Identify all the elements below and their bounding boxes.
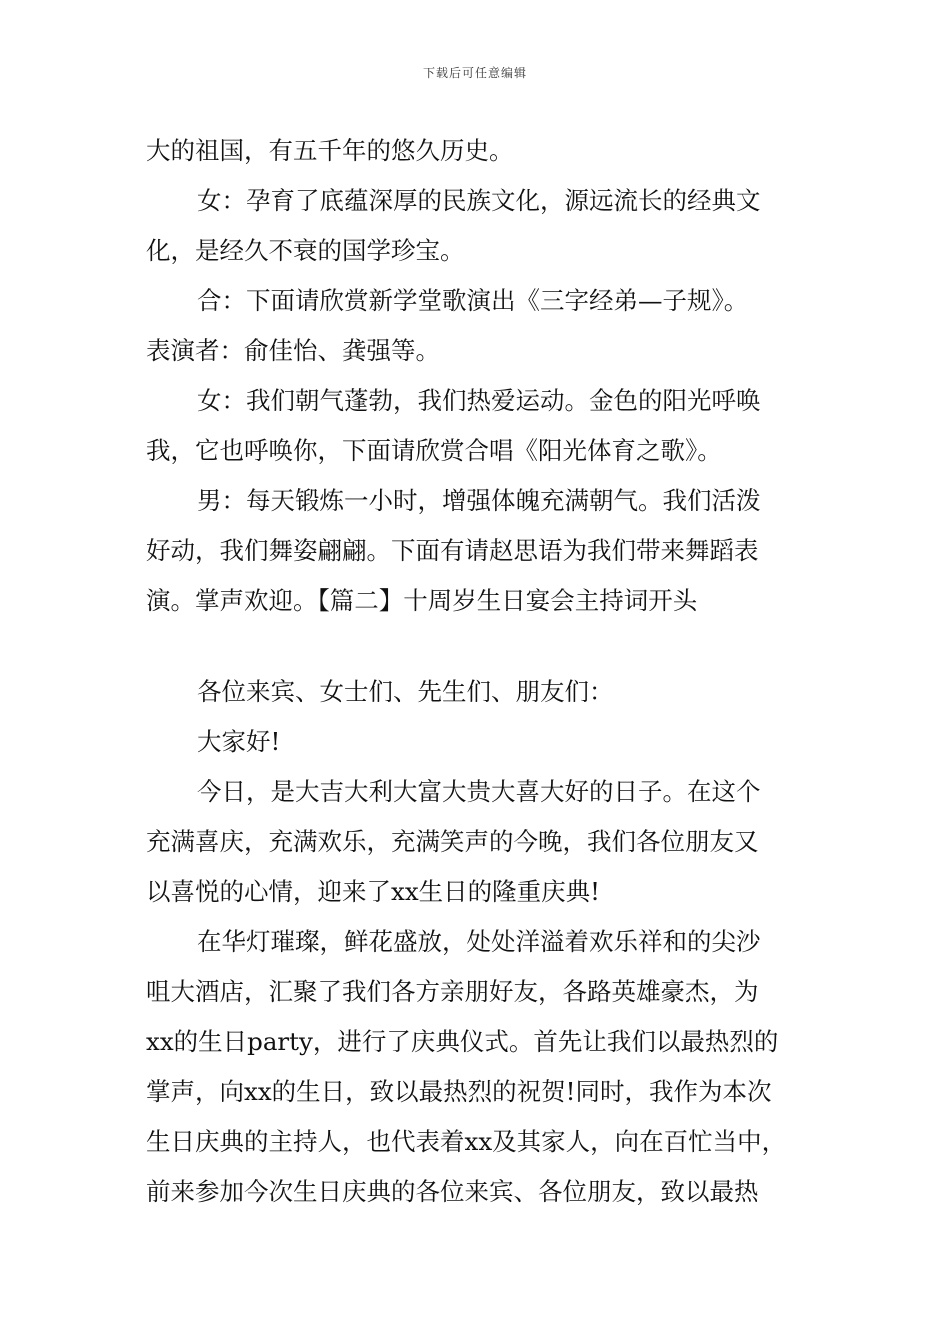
paragraph-line: 掌声，向xx的生日，致以最热烈的祝贺!同时，我作为本次 <box>146 1077 772 1106</box>
paragraph-line: 前来参加今次生日庆典的各位来宾、各位朋友，致以最热 <box>146 1177 759 1206</box>
paragraph-line: 生日庆典的主持人，也代表着xx及其家人，向在百忙当中， <box>146 1127 787 1156</box>
paragraph-line: 女：孕育了底蕴深厚的民族文化，源远流长的经典文 <box>197 186 761 215</box>
paragraph-line: 今日，是大吉大利大富大贵大喜大好的日子。在这个 <box>197 777 761 806</box>
paragraph-line: 在华灯璀璨，鲜花盛放，处处洋溢着欢乐祥和的尖沙 <box>197 927 761 956</box>
paragraph-line: 表演者：俞佳怡、龚强等。 <box>146 336 440 365</box>
paragraph-line: 合：下面请欣赏新学堂歌演出《三字经弟—子规》。 <box>197 286 749 315</box>
paragraph-line: 咀大酒店，汇聚了我们各方亲朋好友，各路英雄豪杰，为 <box>146 977 759 1006</box>
document-body <box>146 126 826 1217</box>
page-header: 下载后可任意编辑 <box>422 66 527 80</box>
blank-spacer <box>146 626 826 667</box>
greeting-line: 各位来宾、女士们、先生们、朋友们： <box>197 677 614 706</box>
paragraph-line: 大的祖国，有五千年的悠久历史。 <box>146 136 514 165</box>
paragraph-line: 好动，我们舞姿翩翩。下面有请赵思语为我们带来舞蹈表 <box>146 536 759 565</box>
paragraph-line: 化，是经久不衰的国学珍宝。 <box>146 236 465 265</box>
paragraph-line: xx的生日party，进行了庆典仪式。首先让我们以最热烈的 <box>146 1027 779 1056</box>
paragraph-line: 充满喜庆，充满欢乐，充满笑声的今晚，我们各位朋友又 <box>146 827 759 856</box>
paragraph-line: 我，它也呼唤你，下面请欣赏合唱《阳光体育之歌》。 <box>146 436 722 465</box>
paragraph-line: 以喜悦的心情，迎来了xx生日的隆重庆典! <box>146 877 600 906</box>
paragraph-line: 演。掌声欢迎。【篇二】十周岁生日宴会主持词开头 <box>146 586 698 615</box>
greeting-line: 大家好! <box>197 727 281 756</box>
paragraph-line: 女：我们朝气蓬勃，我们热爱运动。金色的阳光呼唤 <box>197 386 761 415</box>
paragraph-line: 男：每天锻炼一小时，增强体魄充满朝气。我们活泼 <box>197 486 761 515</box>
